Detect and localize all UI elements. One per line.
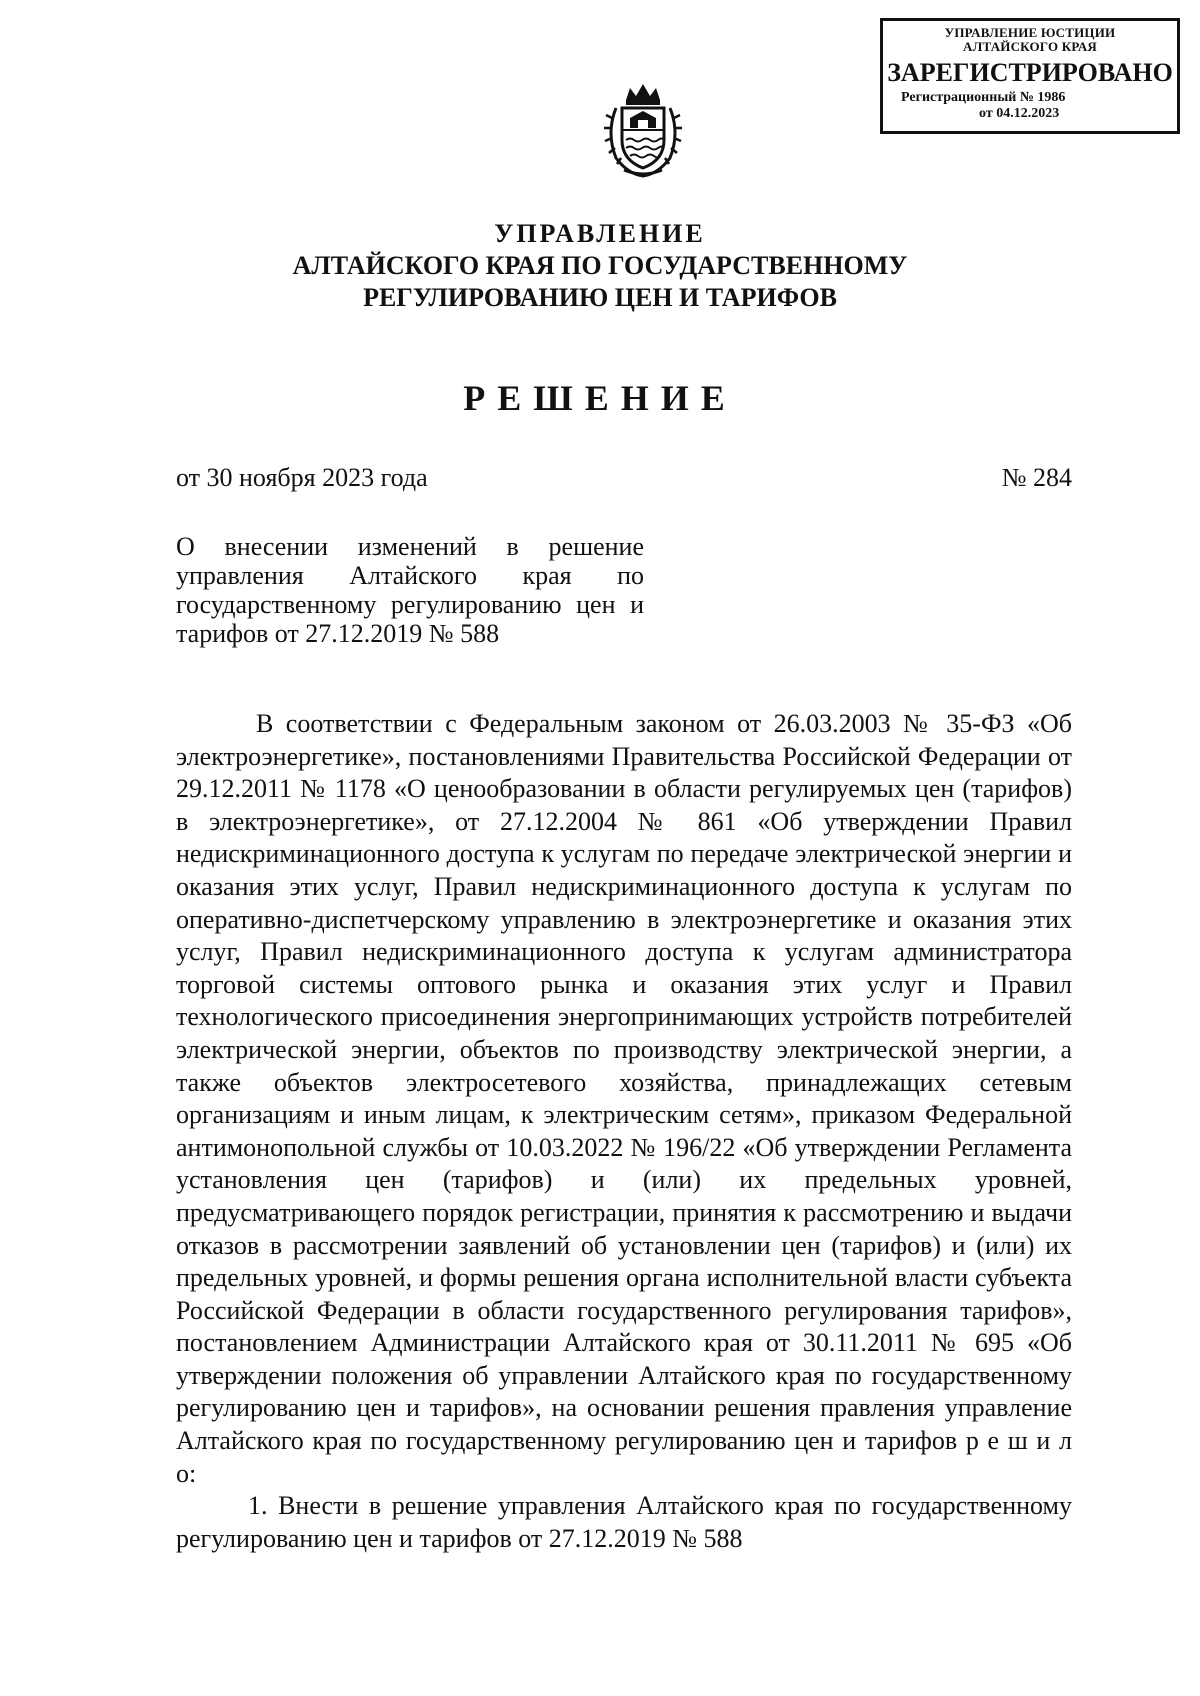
stamp-registration-date: от 04.12.2023 — [979, 106, 1060, 121]
stamp-region: АЛТАЙСКОГО КРАЯ — [963, 39, 1097, 54]
document-type-title: РЕШЕНИЕ — [463, 378, 737, 418]
document-number: № 284 — [1001, 463, 1072, 492]
issuing-authority — [0, 218, 1200, 314]
registration-stamp — [880, 18, 1180, 134]
document-date: от 30 ноября 2023 года — [176, 463, 428, 492]
stamp-office-name: УПРАВЛЕНИЕ ЮСТИЦИИ — [944, 25, 1116, 40]
stamp-registration-number: Регистрационный № 1986 — [901, 90, 1066, 105]
document-subject: О внесении изменений в решение управления Алтайского края по государственному регулированию цен и тарифов от 27.12.2019 № 588 — [176, 532, 644, 648]
altai-coat-of-arms-icon — [602, 78, 684, 178]
authority-line-3: РЕГУЛИРОВАНИЮ ЦЕН И ТАРИФОВ — [363, 283, 837, 312]
stamp-status: ЗАРЕГИСТРИРОВАНО — [887, 58, 1173, 87]
body-item-1: 1. Внести в решение управления Алтайского края по государственному регулированию цен и тарифов от 27.12.2019 № 588 — [176, 1491, 1072, 1553]
authority-line-1: УПРАВЛЕНИЕ — [494, 219, 706, 248]
body-paragraph-1: В соответствии с Федеральным законом от 26.03.2003 № 35-ФЗ «Об электроэнергетике», постановлениями Правительства Российской Федерации от 29.12.2011 № 1178 «О ценообразовании в области регулируемых цен (тарифов) в электроэнергетике», от 27.12.2004 № 861 «Об утверждении Правил недискриминационного доступа к услугам по передаче электрической энергии и оказания этих услуг, Правил недискриминационного доступа к услугам по оперативно-диспетчерскому управлению в электроэнергетике и оказания этих услуг, Правил недискриминационного доступа к услугам администратора торговой системы оптового рынка и оказания этих услуг и Правил технологического присоединения энергопринимающих устройств потребителей электрической энергии, объектов по производству электрической энергии, а также объектов электросетевого хозяйства, принадлежащих сетевым организациям и иным лицам, к электрическим сетям», приказом Федеральной антимонопольной службы от 10.03.2022 № 196/22 «Об утверждении Регламента установления цен (тарифов) и (или) их предельных уровней, предусматривающего порядок регистрации, принятия к рассмотрению и выдачи отказов в рассмотрении заявлений об установлении цен (тарифов) и (или) их предельных уровней, и формы решения органа исполнительной власти субъекта Российской Федерации в области государственного регулирования тарифов», постановлением Администрации Алтайского края от 30.11.2011 № 695 «Об утверждении положения об управлении Алтайского края по государственному регулированию цен и тарифов», на основании решения правления управление Алтайского края по государственному регулированию цен и тарифов р е ш и л о: — [176, 709, 1072, 1488]
authority-line-2: АЛТАЙСКОГО КРАЯ ПО ГОСУДАРСТВЕННОМУ — [292, 251, 908, 280]
document-body — [176, 708, 1072, 1555]
